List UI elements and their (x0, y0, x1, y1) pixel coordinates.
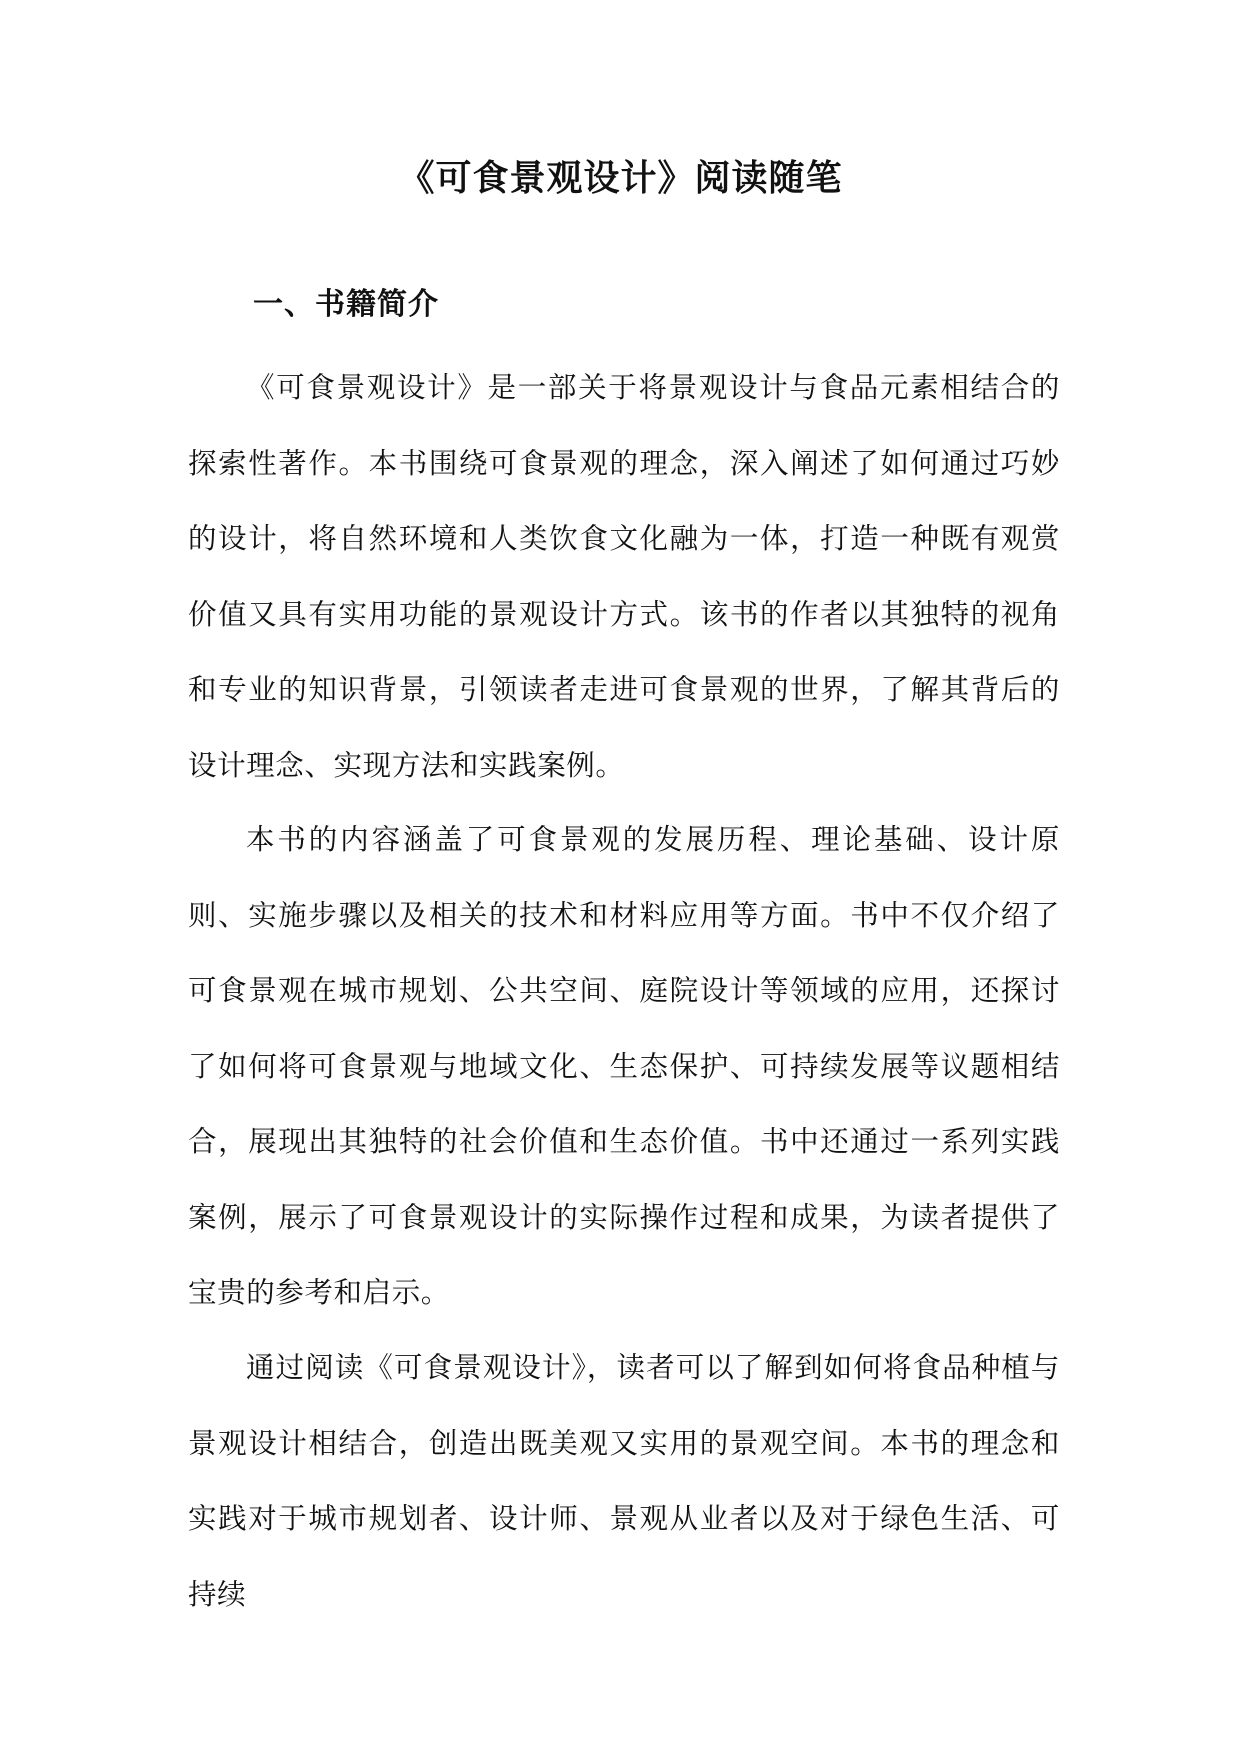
body-paragraph: 本书的内容涵盖了可食景观的发展历程、理论基础、设计原则、实施步骤以及相关的技术和材料应用等方面。书中不仅介绍了可食景观在城市规划、公共空间、庭院设计等领域的应用，还探讨了如何将可食景观与地域文化、生态保护、可持续发展等议题相结合，展现出其独特的社会价值和生态价值。书中还通过一系列实践案例，展示了可食景观设计的实际操作过程和成果，为读者提供了宝贵的参考和启示。 (188, 823, 1060, 1309)
section-heading-book-intro: 一、书籍简介 (253, 287, 439, 322)
body-paragraph: 通过阅读《可食景观设计》，读者可以了解到如何将食品种植与景观设计相结合，创造出既美观又实用的景观空间。本书的理念和实践对于城市规划者、设计师、景观从业者以及对于绿色生活、可持续 (188, 1351, 1060, 1611)
body-paragraph: 《可食景观设计》是一部关于将景观设计与食品元素相结合的探索性著作。本书围绕可食景观的理念，深入阐述了如何通过巧妙的设计，将自然环境和人类饮食文化融为一体，打造一种既有观赏价值又具有实用功能的景观设计方式。该书的作者以其独特的视角和专业的知识背景，引领读者走进可食景观的世界，了解其背后的设计理念、实现方法和实践案例。 (188, 371, 1060, 782)
document-title: 《可食景观设计》阅读随笔 (398, 157, 843, 199)
